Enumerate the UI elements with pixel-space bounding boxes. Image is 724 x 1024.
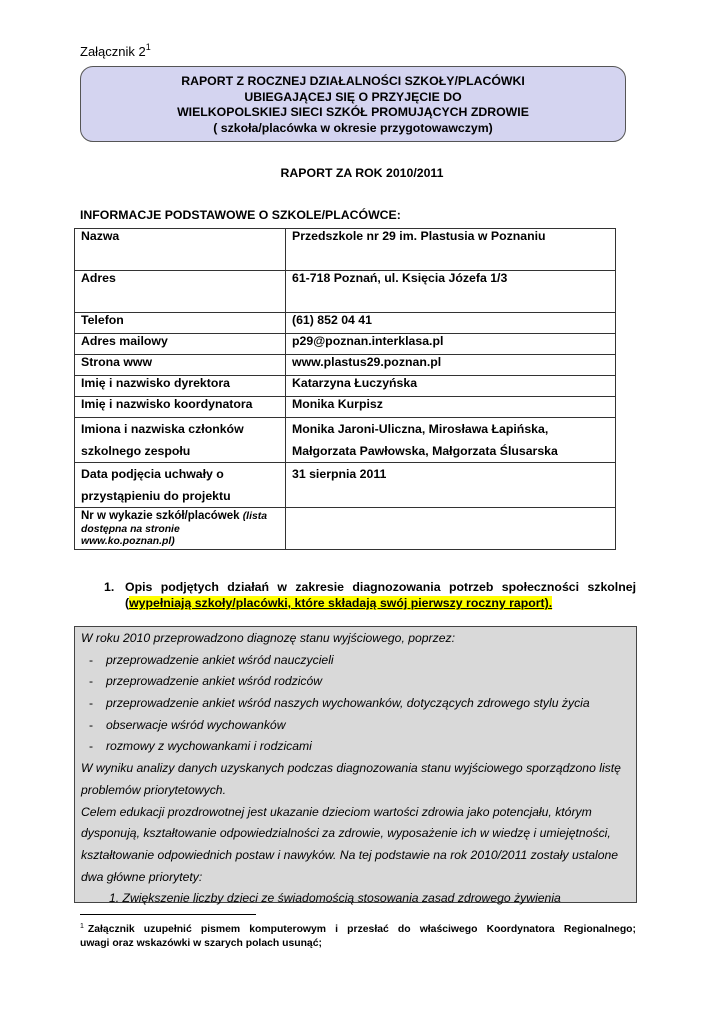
answer-bullet-4-text: obserwacje wśród wychowanków [106,717,286,732]
registry-label [75,508,286,550]
table-row-email [75,334,616,355]
question-1-text: Opis podjętych działań w zakresie diagnozowania potrzeb społeczności szkolnej [125,580,636,594]
resolution-label-line-2: przystąpieniu do projektu [81,489,231,503]
title-line-3: WIELKOPOLSKIEJ SIECI SZKÓŁ PROMUJĄCYCH ZDROWIE [177,105,529,119]
table-row-registry [75,508,616,550]
table-row-phone [75,313,616,334]
resolution-label-line-1: Data podjęcia uchwały o [81,467,224,481]
answer-bullet-5 [81,736,630,758]
dash-bullet: - [89,674,94,689]
email-value: p29@poznan.interklasa.pl [286,334,616,355]
website-value: www.plastus29.poznan.pl [286,355,616,376]
question-1-note [125,595,636,611]
registry-label-italic-1: (lista [242,511,267,522]
answer-paragraph-1-line-2: problemów priorytetowych. [81,782,226,797]
address-value: 61-718 Poznań, ul. Księcia Józefa 1/3 [286,271,616,313]
answer-bullet-3-text: przeprowadzenie ankiet wśród naszych wychowanków, dotyczących zdrowego stylu życia [106,696,590,711]
annex-text: Załącznik 2 [80,44,146,59]
name-label: Nazwa [75,229,286,271]
question-1-number: 1. [104,580,115,594]
dash-bullet: - [89,717,94,732]
table-row-website [75,355,616,376]
title-box [80,66,626,142]
footnote-divider [80,914,256,915]
footnote-line-2: uwagi oraz wskazówki w szarych polach usunąć; [80,937,322,949]
name-value: Przedszkole nr 29 im. Plastusia w Poznaniu [286,229,616,271]
team-value-line-2: Małgorzata Pawłowska, Małgorzata Ślusarska [292,444,558,458]
team-label-line-2: szkolnego zespołu [81,444,191,458]
footnote-line-1: Załącznik uzupełnić pismem komputerowym i przesłać do właściwego Koordynatora Regionalnego; [87,924,636,935]
director-value: Katarzyna Łuczyńska [286,376,616,397]
table-row-coordinator [75,397,616,418]
answer-paragraph-2-line-3: kształtowanie odpowiednich postaw i nawyków. Na tej podstawie na rok 2010/2011 zostały ustalone [81,847,619,862]
answer-paragraph-2-line-2: dysponują, kształtowanie odpowiedzialności za zdrowie, wyposażenie ich w wiedzę i umiejętności, [81,826,611,841]
phone-label: Telefon [75,313,286,334]
answer-priority-1: 1. Zwiększenie liczby dzieci ze świadomością stosowania zasad zdrowego żywienia [109,891,561,906]
answer-bullet-1 [81,650,630,672]
answer-paragraph-2-line-1: Celem edukacji prozdrowotnej jest ukazanie dzieciom wartości zdrowia jako potencjału, którym [81,804,592,819]
table-row-name [75,229,616,271]
resolution-value: 31 sierpnia 2011 [286,463,616,508]
team-label-line-1: Imiona i nazwiska członków [81,422,244,436]
question-1-highlight: wypełniają szkoły/placówki, które składają swój pierwszy roczny raport). [129,596,553,610]
address-label: Adres [75,271,286,313]
title-line-4: ( szkoła/placówka w okresie przygotowawczym) [213,120,493,135]
team-label [75,418,286,463]
annex-label [80,42,151,59]
answer-bullet-3 [81,693,630,715]
registry-value[interactable] [286,508,616,550]
table-row-resolution [75,463,616,508]
table-row-address [75,271,616,313]
coordinator-value: Monika Kurpisz [286,397,616,418]
answer-intro: W roku 2010 przeprowadzono diagnozę stanu wyjściowego, poprzez: [81,631,455,645]
question-1 [104,579,636,611]
dash-bullet: - [89,652,94,667]
registry-label-italic-2: dostępna na stronie [81,523,180,535]
title-line-2: UBIEGAJĄCEJ SIĘ O PRZYJĘCIE DO [244,89,462,104]
table-row-team [75,418,616,463]
director-label: Imię i nazwisko dyrektora [75,376,286,397]
registry-label-italic-3: www.ko.poznan.pl) [81,536,175,547]
report-year: RAPORT ZA ROK 2010/2011 [280,166,444,180]
table-row-director [75,376,616,397]
answer-bullet-1-text: przeprowadzenie ankiet wśród nauczycieli [106,652,334,667]
coordinator-label: Imię i nazwisko koordynatora [75,397,286,418]
question-1-open-paren: ( [125,596,130,610]
team-value-line-1: Monika Jaroni-Uliczna, Mirosława Łapińska, [292,422,549,436]
phone-value: (61) 852 04 41 [286,313,616,334]
dash-bullet: - [89,739,94,754]
registry-label-main: Nr w wykazie szkół/placówek [81,510,243,522]
section-heading: INFORMACJE PODSTAWOWE O SZKOLE/PLACÓWCE: [80,208,401,222]
team-value [286,418,616,463]
answer-bullet-2-text: przeprowadzenie ankiet wśród rodziców [106,674,323,689]
email-label: Adres mailowy [75,334,286,355]
footnote [80,920,636,950]
dash-bullet: - [89,696,94,711]
annex-footnote-ref: 1 [145,42,151,52]
website-label: Strona www [75,355,286,376]
answer-bullet-4 [81,715,630,737]
answer-bullet-5-text: rozmowy z wychowankami i rodzicami [106,739,312,754]
answer-box[interactable] [74,626,637,906]
footnote-ref: 1 [80,923,84,930]
answer-paragraph-1-line-1: W wyniku analizy danych uzyskanych podczas diagnozowania stanu wyjściowego sporządzono listę [81,761,621,776]
answer-bullet-2 [81,671,630,693]
resolution-label [75,463,286,508]
info-table [74,228,616,550]
title-line-1: RAPORT Z ROCZNEJ DZIAŁALNOŚCI SZKOŁY/PLACÓWKI [181,74,525,88]
answer-paragraph-2-line-4: dwa główne priorytety: [81,869,203,884]
